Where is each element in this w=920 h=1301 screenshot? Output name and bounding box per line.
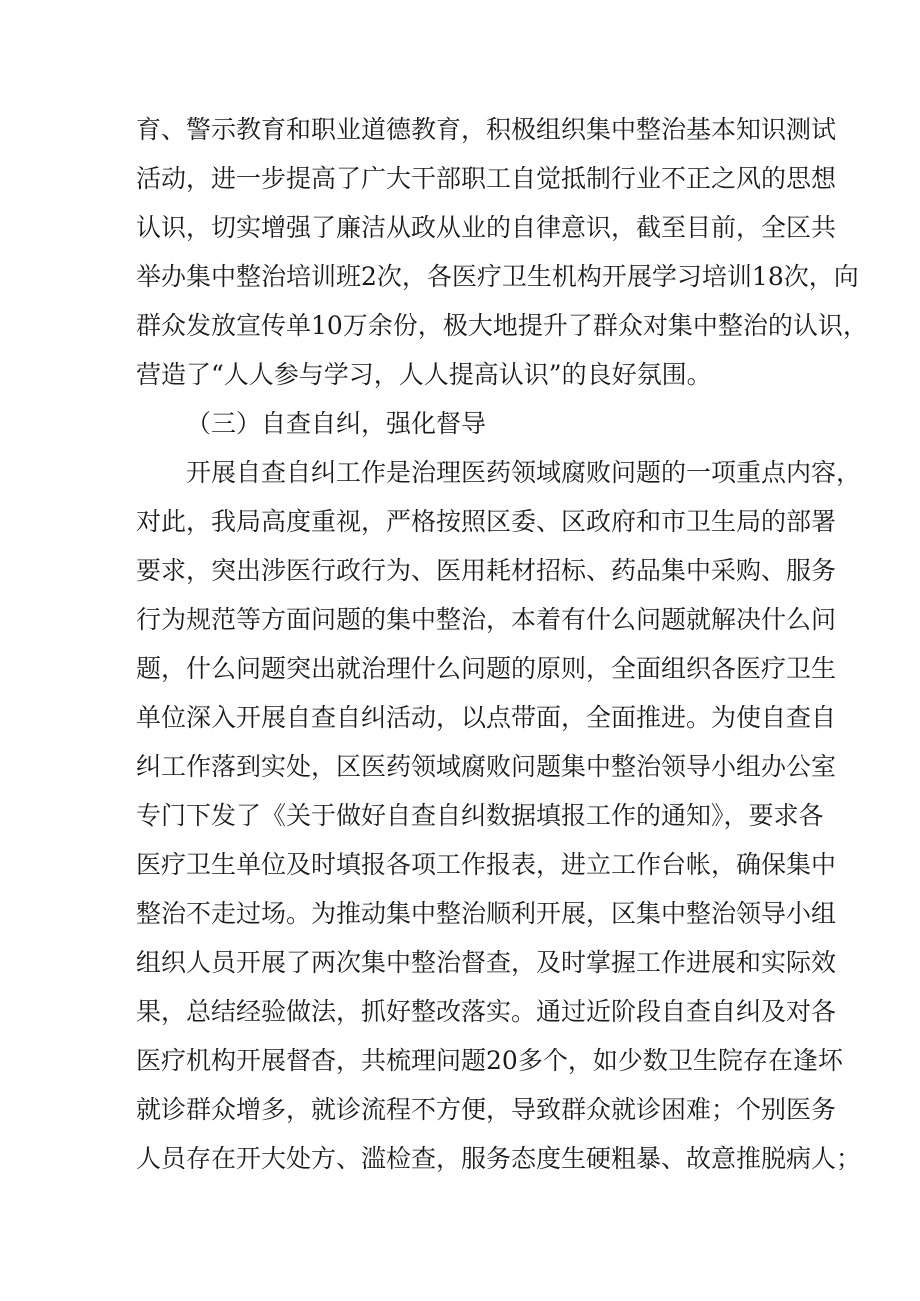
paragraph-2-line-4: 行为规范等方面问题的集中整治，本着有什么问题就解决什么问: [136, 605, 837, 634]
paragraph-1-line-6: 营造了“人人参与学习，人人提高认识”的良好氛围。: [136, 360, 712, 389]
paragraph-1-line-4: 举办集中整治培训班2次，各医疗卫生机构开展学习培训18次，向: [136, 262, 859, 291]
paragraph-2-line-6: 单位深入开展自查自纠活动，以点带面，全面推进。为使自查自: [136, 703, 837, 732]
paragraph-2-line-1: 开展自查自纠工作是治理医药领域腐败问题的一项重点内容，: [186, 458, 862, 487]
paragraph-1-line-3: 认识，切实增强了廉洁从政从业的自律意识，截至目前，全区共: [136, 213, 837, 242]
paragraph-2-line-9: 医疗卫生单位及时填报各项工作报表，进立工作台帐，确保集中: [136, 850, 837, 879]
paragraph-2-line-11: 组织人员开展了两次集中整治督查，及时掌握工作进展和实际效: [136, 948, 837, 977]
paragraph-2-line-14: 就诊群众增多，就诊流程不方便，导致群众就诊困难；个别医务: [136, 1095, 837, 1124]
section-heading: （三）自查自纠，强化督导: [186, 409, 487, 438]
paragraph-2-line-13: 医疗机构开展督杳，共梳理问题20多个，如少数卫生院存在逢坏: [136, 1046, 843, 1075]
paragraph-1-line-2: 活动，进一步提高了广大干部职工自觉抵制行业不正之风的思想: [136, 164, 837, 193]
paragraph-2-line-5: 题，什么问题突出就治理什么问题的原则，全面组织各医疗卫生: [136, 654, 837, 683]
paragraph-2-line-8: 专门下发了《关于做好自查自纠数据填报工作的通知》，要求各: [136, 801, 824, 830]
paragraph-2-line-10: 整治不走过场。为推动集中整治顺利开展，区集中整治领导小组: [136, 899, 837, 928]
paragraph-1-line-1: 育、警示教育和职业道德教育，积极组织集中整治基本知识测试: [136, 115, 837, 144]
paragraph-2-line-2: 对此，我局高度重视，严格按照区委、区政府和市卫生局的部署: [136, 507, 837, 536]
paragraph-1-line-5: 群众发放宣传单10万余份，极大地提升了群众对集中整治的认识，: [136, 311, 868, 340]
paragraph-2-line-15: 人员存在开大处方、滥检查，服务态度生硬粗暴、故意推脱病人；: [136, 1144, 862, 1173]
paragraph-2-line-7: 纠工作落到实处，区医药领域腐败问题集中整治领导小组办公室: [136, 752, 837, 781]
paragraph-2-line-12: 果，总结经验做法，抓好整改落实。通过近阶段自查自纠及对各: [136, 997, 837, 1026]
paragraph-2-line-3: 要求，突出涉医行政行为、医用耗材招标、药品集中采购、服务: [136, 556, 837, 585]
